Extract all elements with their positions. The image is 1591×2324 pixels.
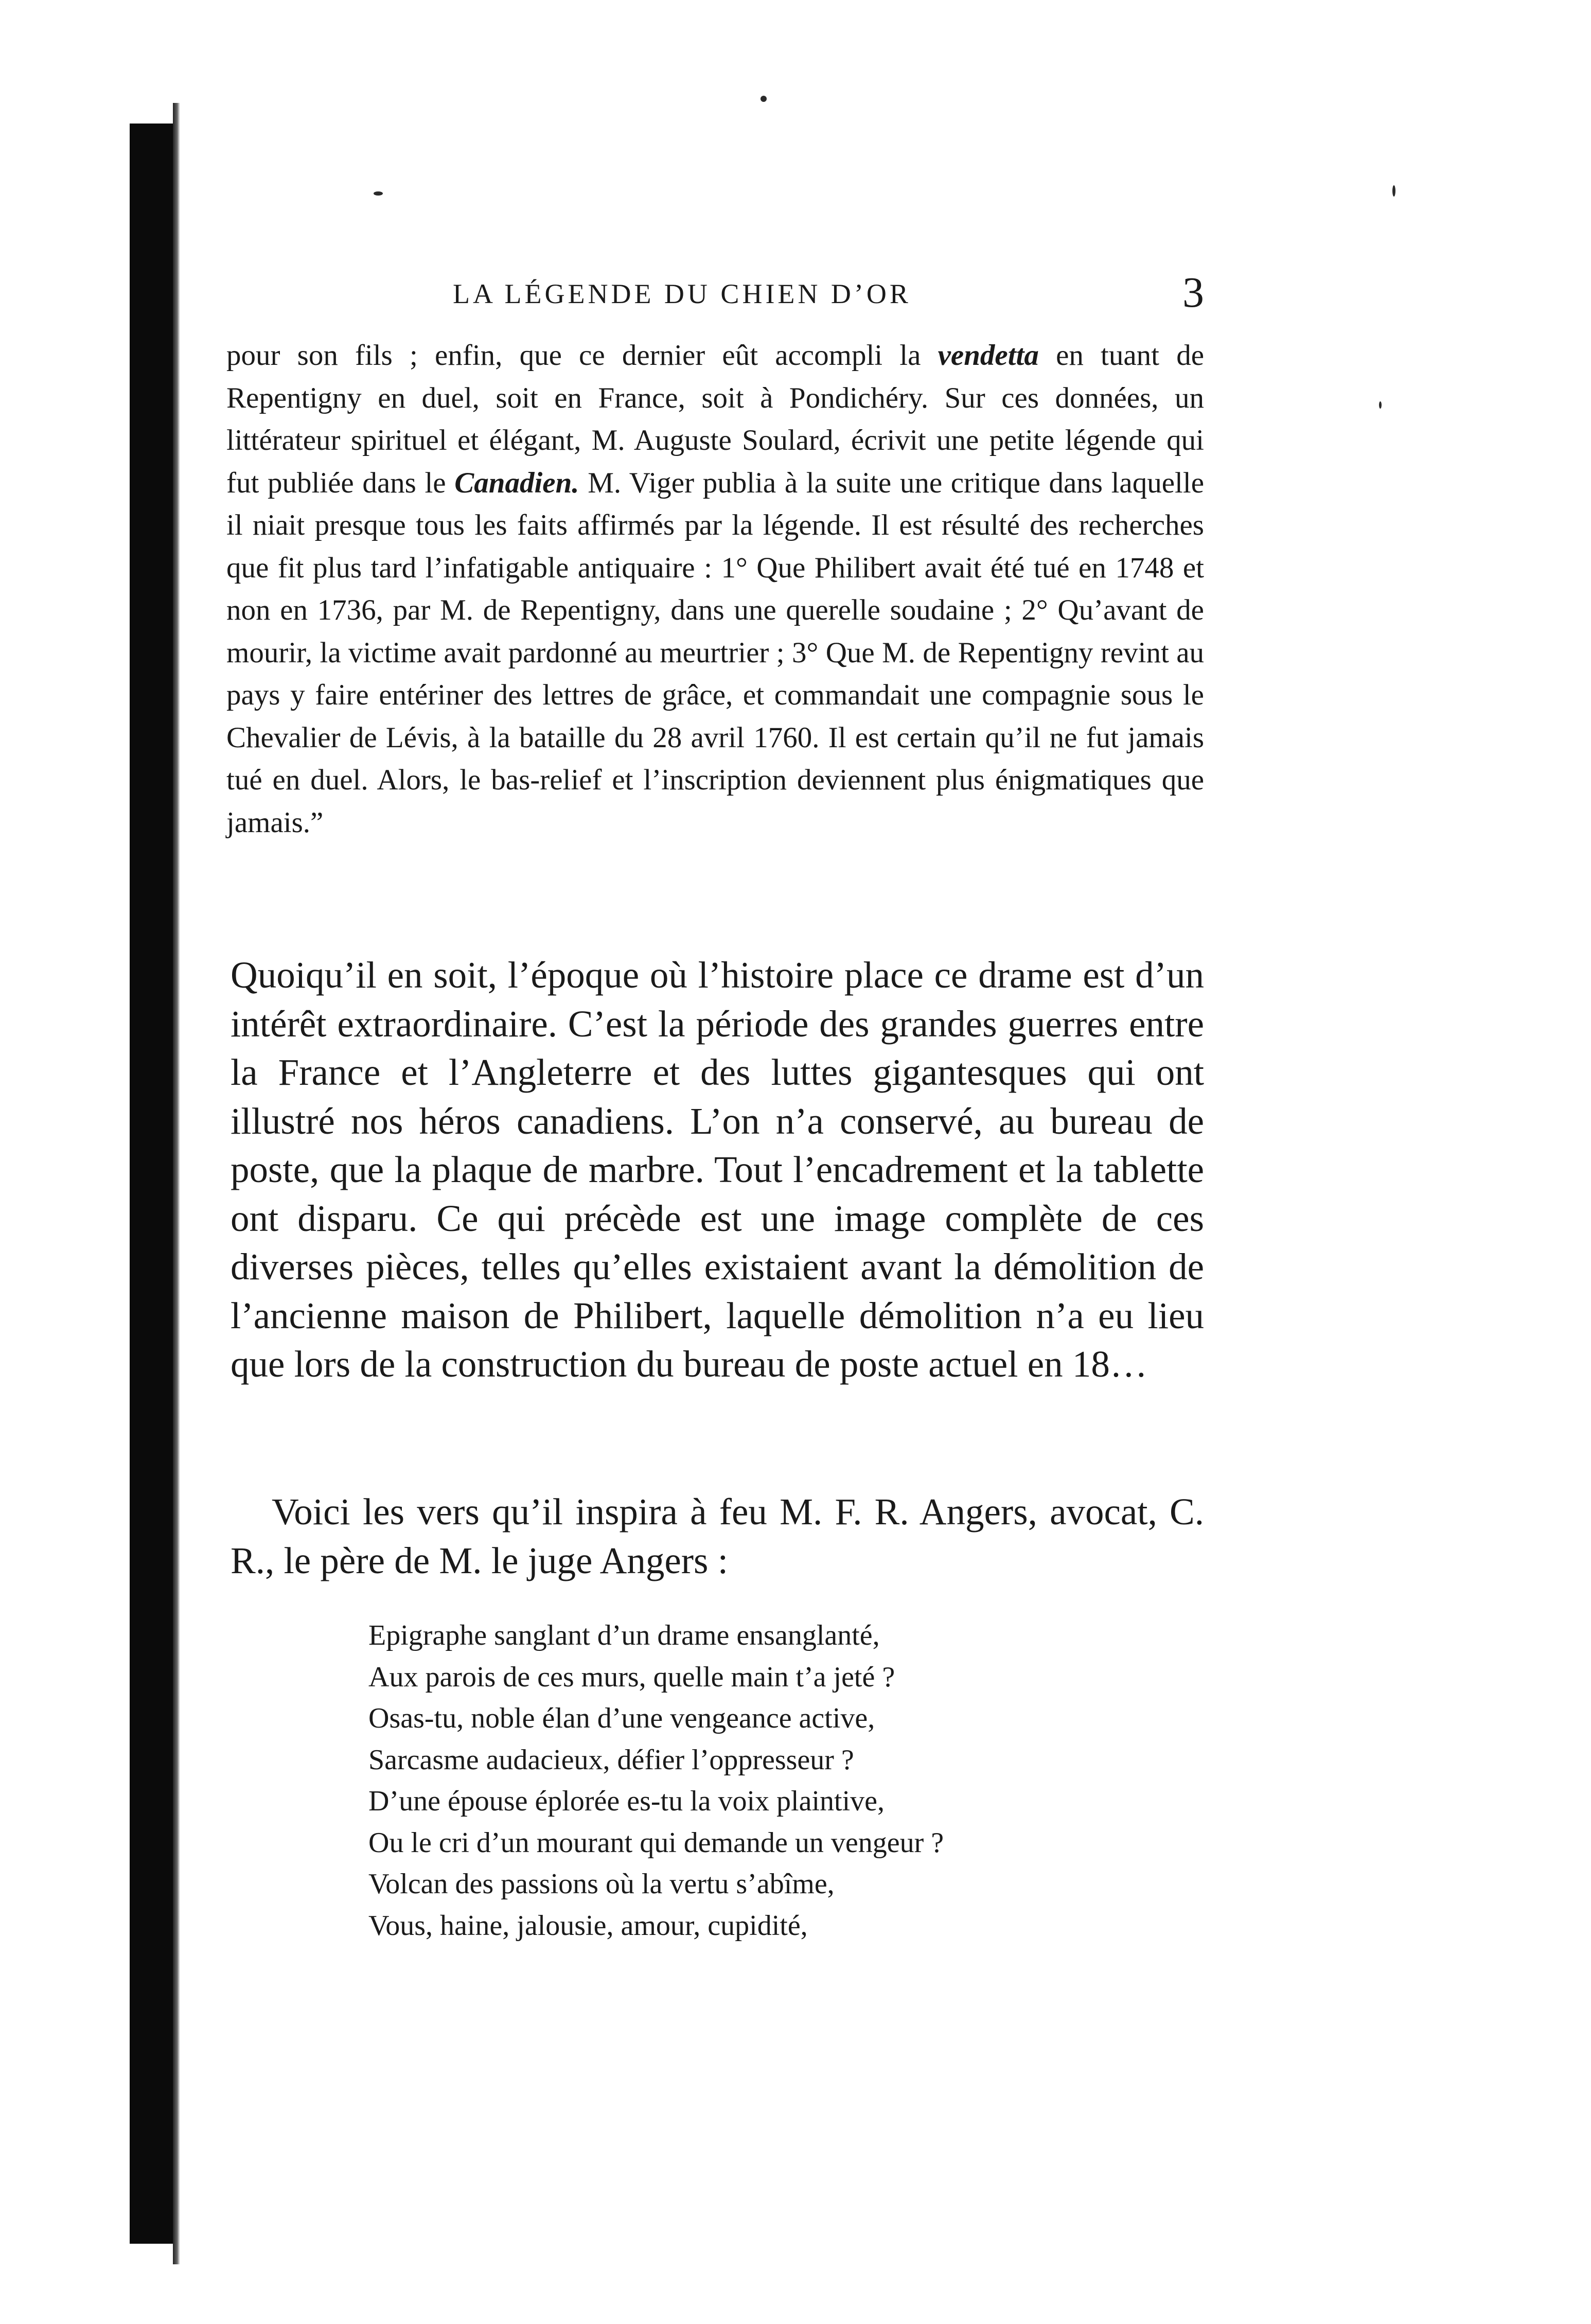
poem-line: Sarcasme audacieux, défier l’oppresseur ?	[368, 1744, 854, 1776]
poem-line: Vous, haine, jalousie, amour, cupidité,	[368, 1909, 808, 1942]
quote-canadien: Canadien.	[454, 466, 579, 499]
quote-text-part-1: pour son fils ; enfin, que ce dernier eût accompli la	[226, 339, 938, 372]
ink-speck	[1392, 185, 1395, 197]
page-header	[226, 257, 1204, 319]
poem-line: Ou le cri d’un mourant qui demande un vengeur ?	[368, 1826, 944, 1859]
poem-line: D’une épouse éplorée es-tu la voix plaintive,	[368, 1785, 885, 1817]
poem-line: Osas-tu, noble élan d’une vengeance active,	[368, 1702, 875, 1734]
poem-stanza	[368, 1615, 1243, 1946]
ink-speck	[761, 96, 767, 102]
quote-text-part-2: en tuant de Repentigny en duel, soit en France, soit à Pondichéry. Sur ces données, un littérateur spirituel et élégant, M. Auguste Soulard, écrivit une petite légende qui fut publiée dans le	[226, 339, 1204, 499]
body-paragraph-2: Voici les vers qu’il inspira à feu M. F. R. Angers, avocat, C. R., le père de M. le juge Angers :	[231, 1491, 1204, 1581]
quote-text-part-3: M. Viger publia à la suite une critique dans laquelle il niait presque tous les faits affirmés par la légende. Il est résulté des recherches que fit plus tard l’infatigable antiquaire : 1° Que Philibert avait été tué en 1748 et non en 1736, par M. de Repentigny, dans une querelle soudaine ; 2° Qu’avant de mourir, la victime avait pardonné au meurtrier ; 3° Que M. de Repentigny revint au pays y faire entériner des lettres de grâce, et commandait une compagnie sous le Chevalier de Lévis, à la bataille du 28 avril 1760. Il est certain qu’il ne fut jamais tué en duel. Alors, le bas-relief et l’inscription deviennent plus énigmatiques que jamais.”	[226, 466, 1204, 839]
page-number: 3	[1182, 269, 1204, 316]
body-paragraph-1: Quoiqu’il en soit, l’époque où l’histoire place ce drame est d’un intérêt extraordinaire. C’est la période des grandes guerres entre la France et l’Angleterre et des luttes gigantesques qui ont illustré nos héros canadiens. L’on n’a conservé, au bureau de poste, que la plaque de marbre. Tout l’encadrement et la tablette ont disparu. Ce qui précède est une image complète de ces diverses pièces, telles qu’elles existaient avant la démolition de l’ancienne maison de Philibert, laquelle démolition n’a eu lieu que lors de la construction du bureau de poste actuel en 18…	[231, 954, 1204, 1385]
quoted-passage	[226, 334, 1204, 844]
ink-speck	[374, 191, 383, 196]
poem-line: Volcan des passions où la vertu s’abîme,	[368, 1868, 835, 1900]
binding-shadow-edge	[173, 103, 180, 2264]
binding-shadow	[130, 124, 177, 2244]
ink-speck	[1379, 401, 1382, 409]
quote-vendetta: vendetta	[938, 339, 1039, 372]
poem-line: Aux parois de ces murs, quelle main t’a jeté ?	[368, 1661, 895, 1693]
poem-line: Epigraphe sanglant d’un drame ensanglanté,	[368, 1619, 880, 1651]
running-title: LA LÉGENDE DU CHIEN D’OR	[453, 278, 911, 309]
